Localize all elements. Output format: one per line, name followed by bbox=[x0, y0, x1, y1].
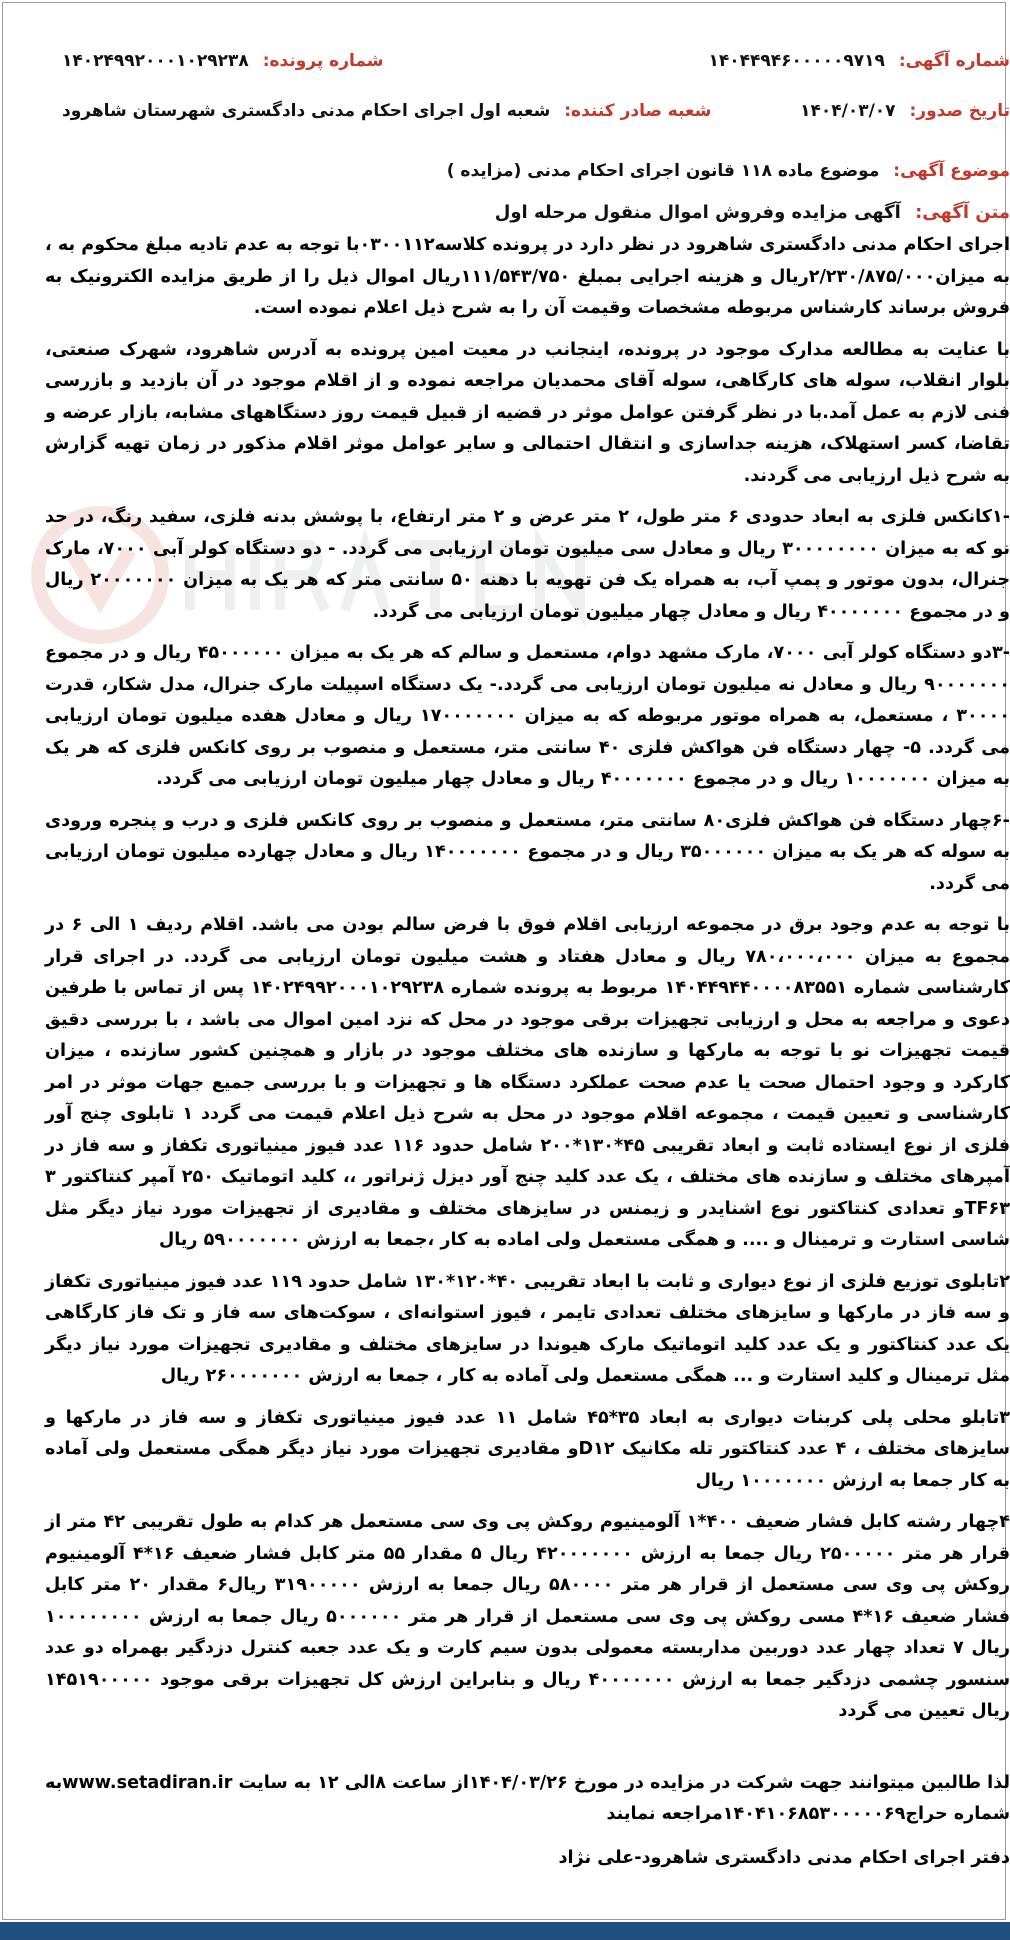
issuer bbox=[62, 101, 711, 121]
issue-date-value: ۱۴۰۴/۰۳/۰۷ bbox=[800, 101, 896, 121]
notice-number-label: شماره آگهی: bbox=[898, 51, 1010, 71]
paragraph: ۲تابلوی توزیع فلزی از نوع دیواری و ثابت با ابعاد تقریبی ۴۰*۱۲۰*۱۳۰ شامل حدود ۱۱۹ عدد فیوز مینیاتوری تکفاز و سه فاز در مارکها و سایزهای مختلف تعدادی تایمر ، فیوز استوانه‌ای ، سوکت‌های سه فاز و تک فاز کارگاهی یک عدد کنتاکتور و یک عدد کلید اتوماتیک مارک هیوندا در سایزهای مختلف و مقادیری تجهیزات مورد نیاز دیگر مثل ترمینال و کلید استارت و ... همگی مستعمل ولی آماده به کار ، جمعا به ارزش ۲۶۰۰۰۰۰۰۰ ریال bbox=[45, 1271, 1010, 1386]
case-number bbox=[62, 51, 384, 71]
notice-text-label: متن آگهی: bbox=[915, 202, 1010, 223]
subject-value: موضوع ماده ۱۱۸ قانون اجرای احکام مدنی (مزایده ) bbox=[446, 161, 880, 181]
paragraph: -۱کانکس فلزی به ابعاد حدودی ۶ متر طول، ۲ متر عرض و ۲ متر ارتفاع، با پوشش بدنه فلزی، سفید رنگ، در حد نو که به میزان ۳۰۰۰۰۰۰۰۰ ریال و معادل سی میلیون تومان ارزیابی می گردد. - دو دستگاه کولر آبی ۷۰۰۰، مارک جنرال، بدون موتور و پمپ آب، به همراه یک فن تهویه با دهنه ۵۰ سانتی متر که هر یک به میزان ۲۰۰۰۰۰۰۰ ریال و در مجموع ۴۰۰۰۰۰۰۰ ریال و معادل چهار میلیون تومان ارزیابی می گردد. bbox=[45, 507, 1010, 622]
subject-label: موضوع آگهی: bbox=[893, 161, 1010, 181]
issuer-value: شعبه اول اجرای احکام مدنی دادگستری شهرستان شاهرود bbox=[62, 101, 551, 121]
issue-date-label: تاریخ صدور: bbox=[909, 101, 1010, 121]
paragraph: اجرای احکام مدنی دادگستری شاهرود در نظر دارد در پرونده کلاسه۰۳۰۰۱۱۲با توجه به عدم تادیه مبلغ محکوم به ، به میزان۲/۲۳۰/۸۷۵/۰۰۰ریال و هزینه اجرایی بمبلغ ۱۱۱/۵۴۳/۷۵۰ریال اموال ذیل را از طریق مزایده الکترونیک به فروش برساند کارشناس مربوطه مشخصات وقیمت آن را به شرح ذیل اعلام نموده است. bbox=[45, 235, 1010, 318]
issue-date bbox=[800, 101, 1010, 121]
notice-number bbox=[708, 51, 1010, 71]
paragraph: ۳تابلو محلی پلی کربنات دیواری به ابعاد ۳۵*۴۵ شامل ۱۱ عدد فیوز مینیاتوری تکفاز و سه فاز در مارکها و سایزهای مختلف ، ۴ عدد کنتاکتور تله مکانیک D۱۲و مقادیری تجهیزات مورد نیاز دیگر همگی مستعمل ولی آماده به کار جمعا به ارزش ۱۰۰۰۰۰۰۰ ریال bbox=[45, 1407, 1010, 1491]
paragraph: با عنایت به مطالعه مدارک موجود در پرونده، اینجانب در معیت امین پرونده به آدرس شاهرود، شهرک صنعتی، بلوار انقلاب، سوله های کارگاهی، سوله آقای محمدیان مراجعه نموده و از اقلام موجود در آن بازدید و بازرسی فنی لازم به عمل آمد.با در نظر گرفتن عوامل موثر در قضیه از قبیل قیمت روز دستگاههای مشابه، بازار عرضه و تقاضا، کسر استهلاک، هزینه جداسازی و انتقال احتمالی و سایر عوامل موثر اقلام مذکور در زمان تهیه گزارش به شرح ذیل ارزیابی می گردند. bbox=[45, 339, 1010, 486]
meta-row-1 bbox=[50, 36, 1010, 86]
notice-body bbox=[45, 230, 1010, 1728]
paragraph: با توجه به عدم وجود برق در مجموعه ارزیابی اقلام فوق با فرض سالم بودن می باشد. اقلام ردیف ۱ الی ۶ در مجموع به میزان ۷۸۰،۰۰۰،۰۰۰ ریال و معادل هفتاد و هشت میلیون تومان ارزیابی می گردد. در اجرای قرار کارشناسی شماره ۱۴۰۴۴۹۴۴۰۰۰۰۸۳۵۵۱ مربوط به پرونده شماره ۱۴۰۲۴۹۹۲۰۰۰۱۰۲۹۲۳۸ پس از تماس با طرفین دعوی و مراجعه به محل و ارزیابی تجهیزات برقی موجود در محل که نزد امین اموال می باشد ، با بررسی دقیق قیمت تجهیزات نو با توجه به مارکها و سازنده های مختلف موجود در بازار و همچنین کشور سازنده ، میزان کارکرد و وجود احتمال صحت یا عدم صحت عملکرد دستگاه ها و تجهیزات و با بررسی جمیع جهات موثر در امر کارشناسی و تعیین قیمت ، مجموعه اقلام موجود در محل به شرح ذیل اعلام قیمت می گردد ۱ تابلوی چنج آور فلزی از نوع ایستاده ثابت و ابعاد تقریبی ۴۵*۱۳۰*۲۰۰ شامل حدود ۱۱۶ عدد فیوز مینیاتوری تکفاز و سه فاز در آمپرهای مختلف و سازنده های مختلف ، یک عدد کلید چنج آور دیزل ژنراتور ،، کلید اتوماتیک ۲۵۰ آمپر کنتاکتور ۳ TF۶۳و تعدادی کنتاکتور نوع اشنایدر و زیمنس در سایزهای مختلف و مقادیری از تجهیزات مورد نیاز دیگر مثل شاسی استارت و ترمینال و .... و همگی مستعمل ولی اماده به کار ،جمعا به ارزش ۵۹۰۰۰۰۰۰۰ ریال bbox=[45, 915, 1010, 1250]
paragraph: ۴چهار رشته کابل فشار ضعیف ۴۰۰*۱ آلومینیوم روکش پی وی سی مستعمل هر کدام به طول تقریبی ۴۲ متر از قرار هر متر ۲۵۰۰۰۰۰ ریال جمعا به ارزش ۴۲۰۰۰۰۰۰۰ ریال ۵ مقدار ۵۵ متر کابل فشار ضعیف ۱۶*۴ آلومینیوم روکش پی وی سی مستعمل از قرار هر متر ۵۸۰۰۰۰ ریال جمعا به ارزش ۳۱۹۰۰۰۰۰ ریال۶ مقدار ۲۰ متر کابل فشار ضعیف ۱۶*۴ مسی روکش پی وی سی مستعمل از قرار هر متر ۵۰۰۰۰۰۰ ریال جمعا به ارزش ۱۰۰۰۰۰۰۰۰ ریال ۷ تعداد چهار عدد دوربین مداربسته معمولی بدون سیم کارت و یک عدد جعبه کنترل دزدگیر بهمراه دو عدد سنسور چشمی دزدگیر جمعا به ارزش ۴۰۰۰۰۰۰۰ ریال و بنابراین ارزش کل تجهیزات برقی موجود ۱۴۵۱۹۰۰۰۰۰ ریال تعیین می گردد bbox=[45, 1512, 1010, 1721]
signature: دفتر اجرای احکام مدنی دادگستری شاهرود-علی نژاد bbox=[558, 1847, 1010, 1868]
subject-line bbox=[28, 156, 1010, 186]
notice-document bbox=[28, 36, 1010, 1874]
notice-number-value: ۱۴۰۴۴۹۴۶۰۰۰۰۰۹۷۱۹ bbox=[708, 51, 885, 71]
notice-text-title bbox=[28, 196, 1010, 230]
case-number-label: شماره پرونده: bbox=[262, 51, 384, 71]
closing-paragraph: لذا طالبین میتوانند جهت شرکت در مزایده در مورخ ۱۴۰۴/۰۳/۲۶از ساعت ۸الی ۱۲ به سایت www.setadiran.irبه شماره حراج۱۴۰۴۱۰۶۸۵۳۰۰۰۰۰۶۹مراجعه نمایند bbox=[45, 1772, 1010, 1824]
paragraph: -۳دو دستگاه کولر آبی ۷۰۰۰، مارک مشهد دوام، مستعمل و سالم که هر یک به میزان ۴۵۰۰۰۰۰۰ ریال و در مجموع ۹۰۰۰۰۰۰۰ ریال و معادل نه میلیون تومان ارزیابی می گردد.- یک دستگاه اسپیلت مارک جنرال، مدل شکار، قدرت ۳۰۰۰۰ ، مستعمل، به همراه موتور مربوطه که به میزان ۱۷۰۰۰۰۰۰۰ ریال و معادل هفده میلیون تومان ارزیابی می گردد. ۵- چهار دستگاه فن هواکش فلزی ۴۰ سانتی متر، مستعمل و منصوب بر روی کانکس فلزی که هر یک به میزان ۱۰۰۰۰۰۰۰ ریال و در مجموع ۴۰۰۰۰۰۰۰ ریال و معادل چهار میلیون تومان ارزیابی می گردد. bbox=[45, 643, 1010, 789]
case-number-value: ۱۴۰۲۴۹۹۲۰۰۰۱۰۲۹۲۳۸ bbox=[62, 51, 249, 71]
meta-row-2 bbox=[50, 86, 1010, 136]
paragraph: -۶چهار دستگاه فن هواکش فلزی۸۰ سانتی متر، مستعمل و منصوب بر روی کانکس فلزی و درب و پنجره ورودی به سوله که هر یک به میزان ۳۵۰۰۰۰۰۰ ریال و در مجموع ۱۴۰۰۰۰۰۰۰ ریال و معادل چهارده میلیون تومان ارزیابی می گردد. bbox=[45, 810, 1010, 894]
notice-text-value: آگهی مزایده وفروش اموال منقول مرحله اول bbox=[494, 202, 901, 223]
issuer-label: شعبه صادر کننده: bbox=[564, 101, 712, 121]
bottom-bar bbox=[0, 1922, 1010, 1940]
